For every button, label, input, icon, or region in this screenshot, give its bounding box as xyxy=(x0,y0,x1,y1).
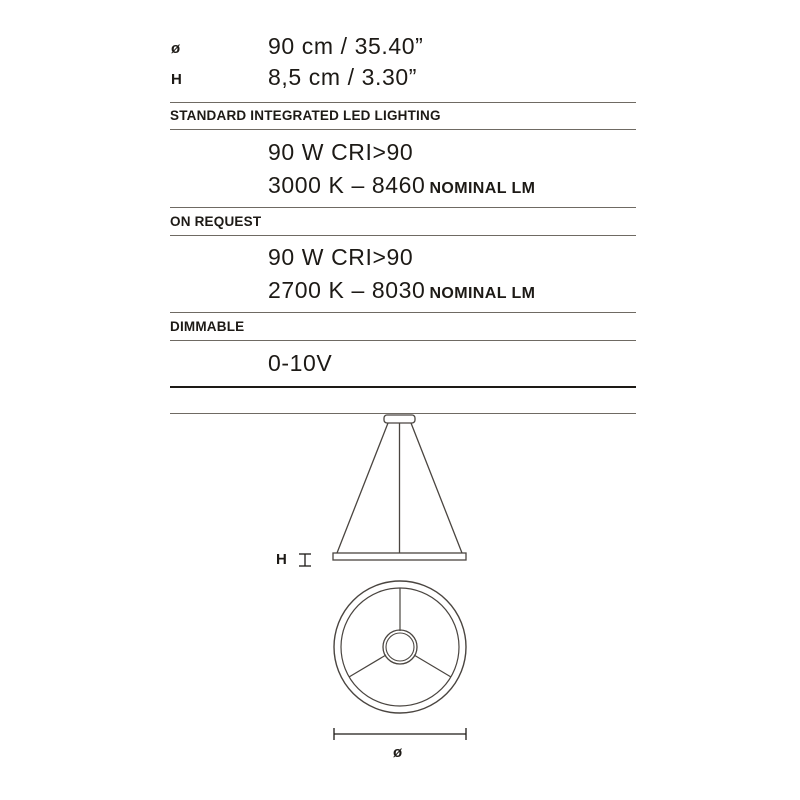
center-hub-outer xyxy=(383,630,417,664)
center-hub-inner xyxy=(386,633,414,661)
height-dimension-marker xyxy=(299,554,311,566)
height-dimension-label: H xyxy=(276,551,287,568)
standard-power: 90 W CRI>90 xyxy=(268,139,414,165)
section-title-standard: STANDARD INTEGRATED LED LIGHTING xyxy=(170,108,441,123)
ring-side-profile xyxy=(333,553,466,560)
height-symbol: H xyxy=(171,71,183,88)
diameter-dimension-label: ø xyxy=(393,744,403,761)
height-value: 8,5 cm / 3.30” xyxy=(268,64,418,90)
section-title-on-request: ON REQUEST xyxy=(170,214,262,229)
section-title-dimmable: DIMMABLE xyxy=(170,319,245,334)
suspension-cable-right xyxy=(411,423,462,553)
dimmable-value: 0-10V xyxy=(268,350,333,376)
spoke-left xyxy=(349,655,386,677)
on-request-lumen-unit: NOMINAL LM xyxy=(429,285,536,302)
top-view xyxy=(334,581,466,713)
ceiling-canopy xyxy=(384,415,415,423)
side-view xyxy=(333,415,466,560)
spoke-right xyxy=(414,655,451,677)
standard-lumen-value: 3000 K – 8460 xyxy=(268,172,426,198)
on-request-power: 90 W CRI>90 xyxy=(268,244,414,270)
diameter-value: 90 cm / 35.40” xyxy=(268,33,424,59)
standard-lumen-unit: NOMINAL LM xyxy=(429,180,536,197)
on-request-lumen-value: 2700 K – 8030 xyxy=(268,277,426,303)
diameter-dimension-line xyxy=(334,728,466,740)
suspension-cable-left xyxy=(337,423,388,553)
diameter-symbol: ø xyxy=(171,40,181,57)
